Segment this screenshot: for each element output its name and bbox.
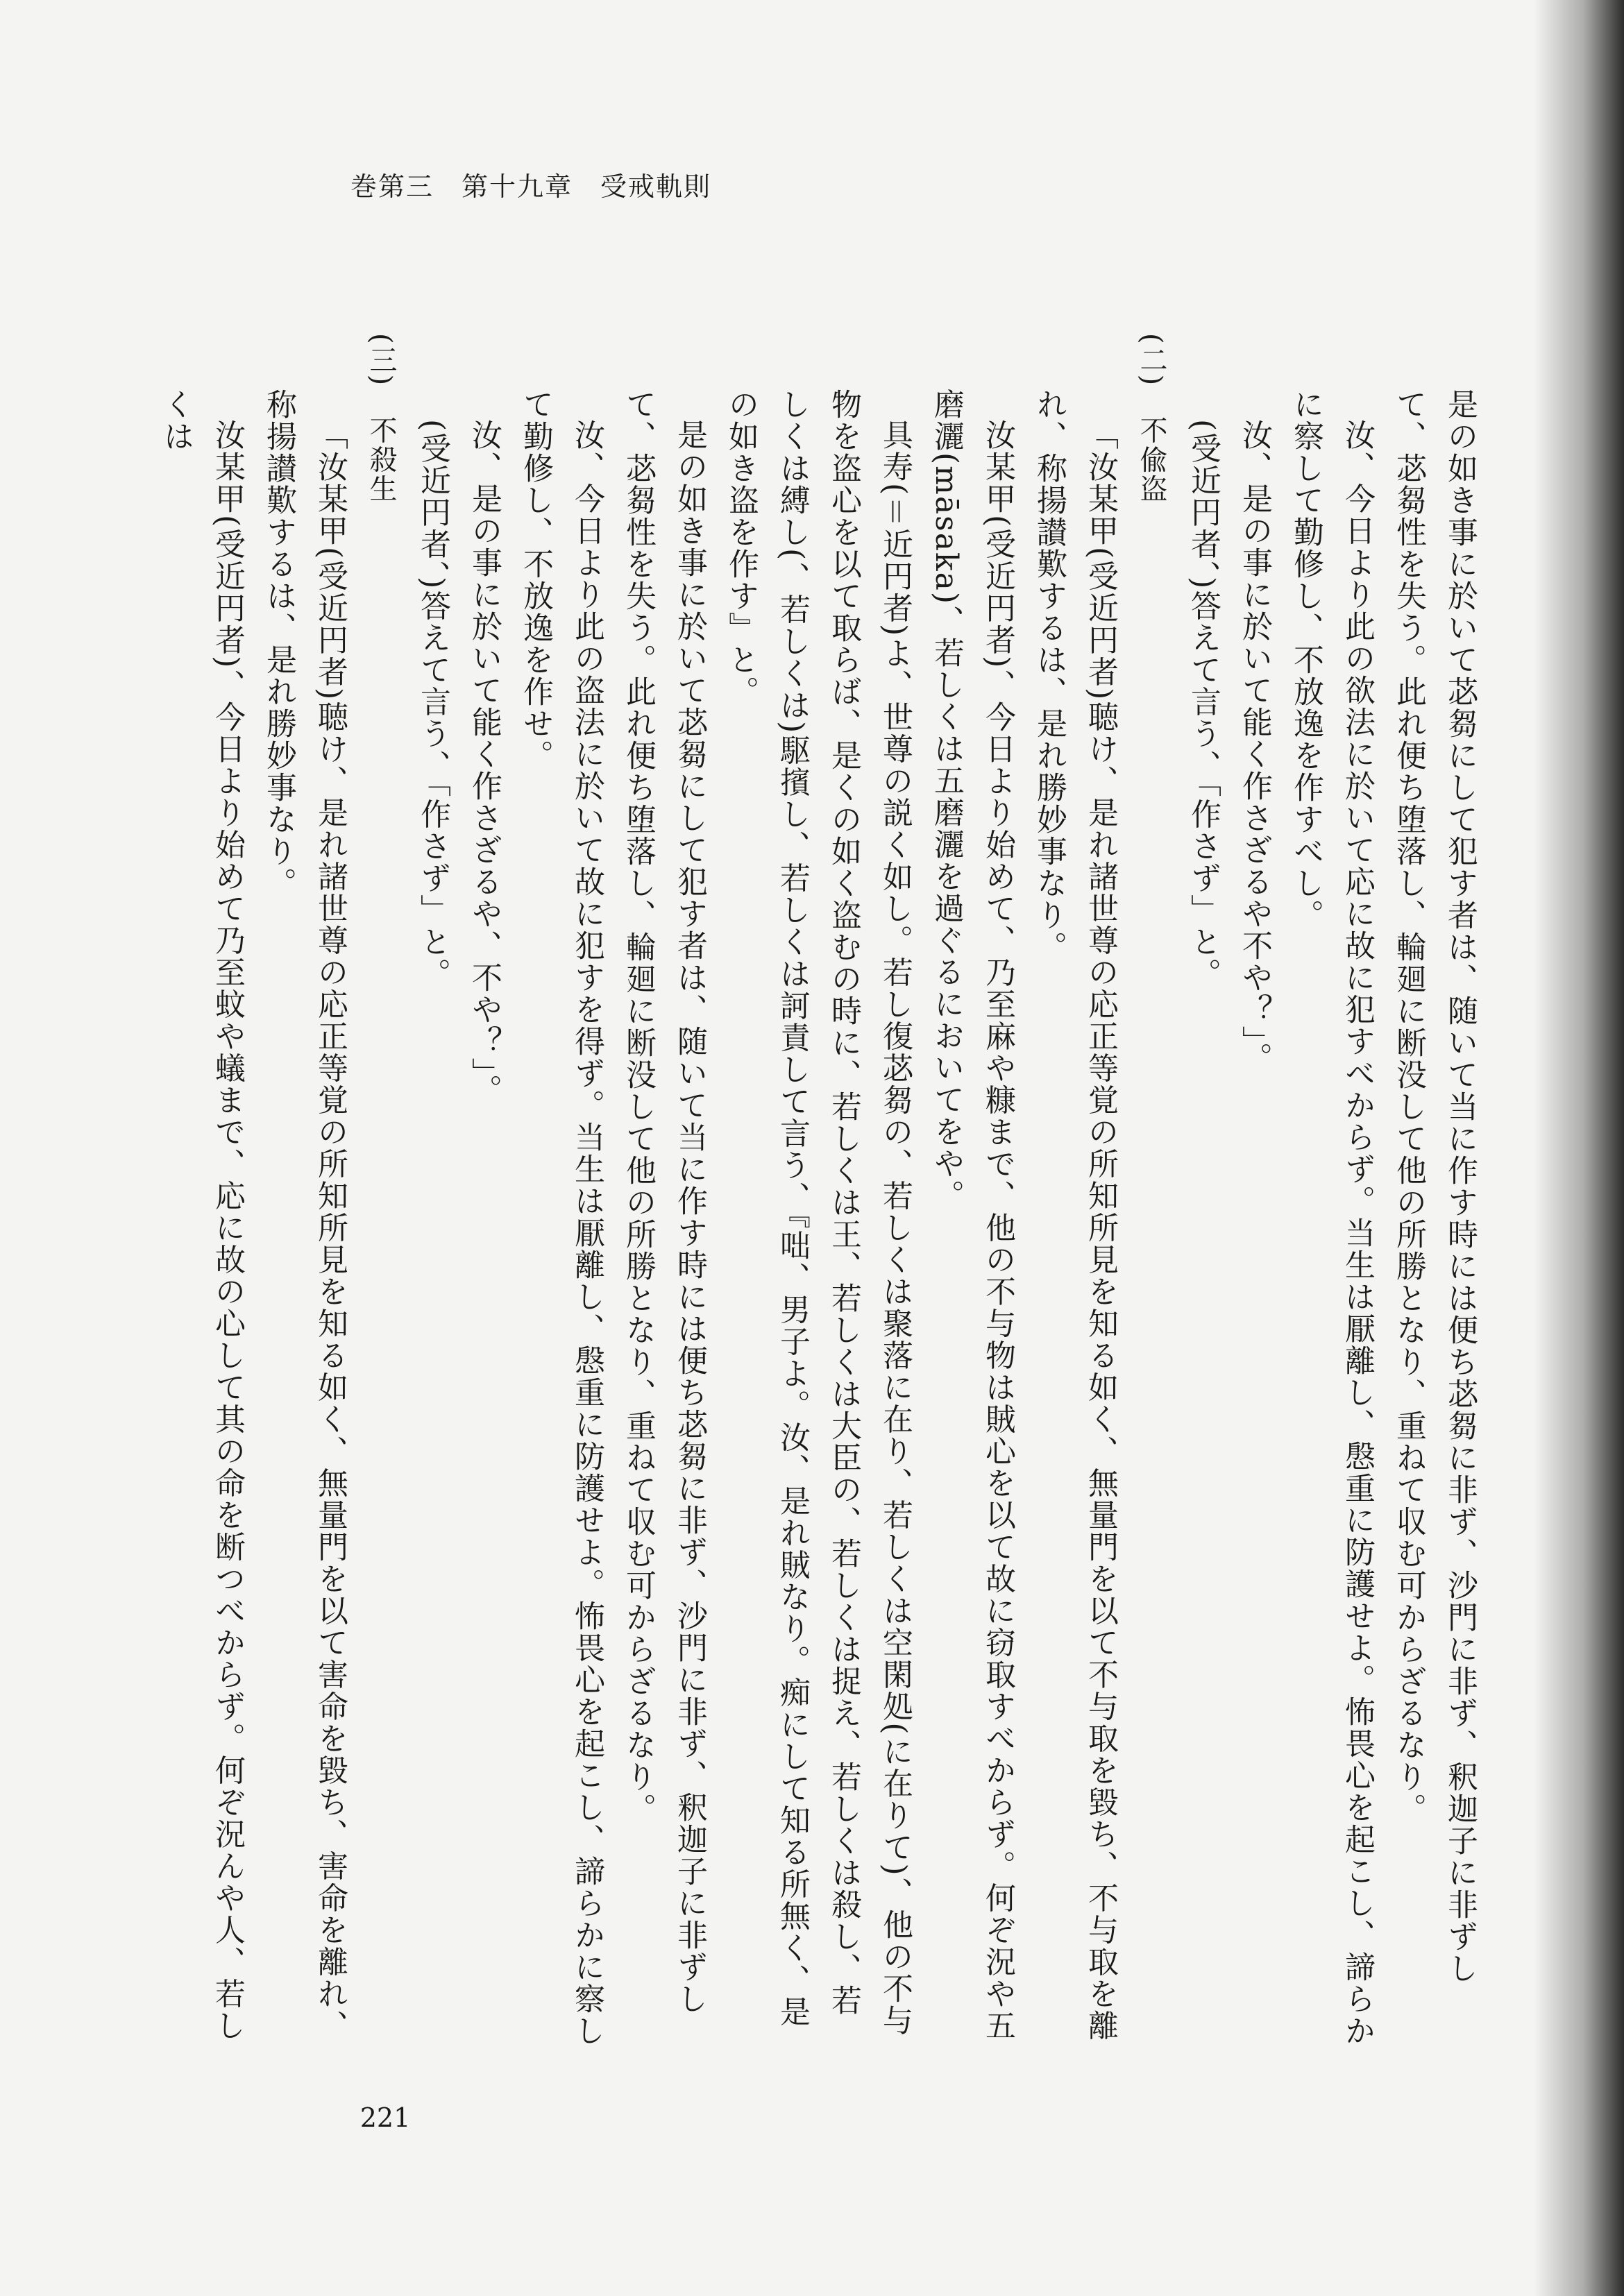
- paragraph: 汝某甲(受近円者)、今日より始めて、乃至麻や糠まで、他の不与物は賊心を以て故に窃取すべからず。何ぞ況や五磨灑(māsaka)、若しくは五磨灑を過ぐるにおいてをや。: [929, 389, 1015, 2042]
- page-number: 221: [360, 2102, 411, 2133]
- paragraph: 具寿(＝近円者)よ、世尊の説く如し。若し復苾芻の、若しくは聚落に在り、若しくは空閑処(に在りて)、他の不与物を盗心を以て取らば、是くの如く盗むの時に、若しくは王、若しくは大臣の、若しくは捉え、若しくは殺し、若しくは縛し(、若しくは)駆擯し、若しくは訶責して言う、『咄、男子よ。汝、是れ賊なり。痴にして知る所無く、是の如き盗を作す』と。: [723, 389, 913, 2036]
- paragraph: 汝、今日より此の欲法に於いて応に故に犯すべからず。当生は厭離し、慇重に防護せよ。怖畏心を起こし、諦らかに察して勤修し、不放逸を作すべし。: [1288, 389, 1375, 2047]
- section-heading: (三) 不殺生: [365, 333, 397, 504]
- paragraph: 汝、是の事に於いて能く作さざるや不や？」。: [1237, 419, 1272, 1074]
- paragraph: 「汝某甲(受近円者)聴け、是れ諸世尊の応正等覚の所知所見を知る如く、無量門を以て害命を毀ち、害命を離れ、称揚讃歎するは、是れ勝妙事なり。: [261, 389, 348, 2042]
- paragraph: 汝、是の事に於いて能く作さざるや、不や？」。: [466, 419, 502, 1106]
- scan-edge-shadow: [1534, 0, 1624, 2296]
- paragraph: 是の如き事に於いて苾芻にして犯す者は、随いて当に作す時には便ち苾芻に非ず、沙門に非ず、釈迦子に非ずして、苾芻性を失う。此れ便ち堕落し、輪廻に断没して他の所勝となり、重ねて収む可からざるなり。: [620, 389, 707, 2015]
- paragraph: (受近円者、)答えて言う、「作さず」と。: [415, 419, 450, 990]
- paragraph: 是の如き事に於いて苾芻にして犯す者は、随いて当に作す時には便ち苾芻に非ず、沙門に非ず、釈迦子に非ずして、苾芻性を失う。此れ便ち堕落し、輪廻に断没して他の所勝となり、重ねて収む可からざるなり。: [1391, 389, 1478, 1984]
- body-text: [158, 333, 1485, 2047]
- paragraph: 汝、今日より此の盗法に於いて故に犯すを得ず。当生は厭離し、慇重に防護せよ。怖畏心を起こし、諦らかに察して勤修し、不放逸を作せ。: [518, 389, 604, 2047]
- section-heading: (二) 不偸盗: [1135, 333, 1167, 504]
- paragraph: 「汝某甲(受近円者)聴け、是れ諸世尊の応正等覚の所知所見を知る如く、無量門を以て不与取を毀ち、不与取を離れ、称揚讃歎するは、是れ勝妙事なり。: [1031, 389, 1118, 2042]
- paragraph: 汝某甲(受近円者)、今日より始めて乃至蚊や蟻まで、応に故の心して其の命を断つべからず。何ぞ況んや人、若しくは: [158, 389, 245, 2042]
- paragraph: (受近円者、)答えて言う、「作さず」と。: [1185, 419, 1221, 990]
- running-head: 巻第三 第十九章 受戒軌則: [350, 171, 712, 202]
